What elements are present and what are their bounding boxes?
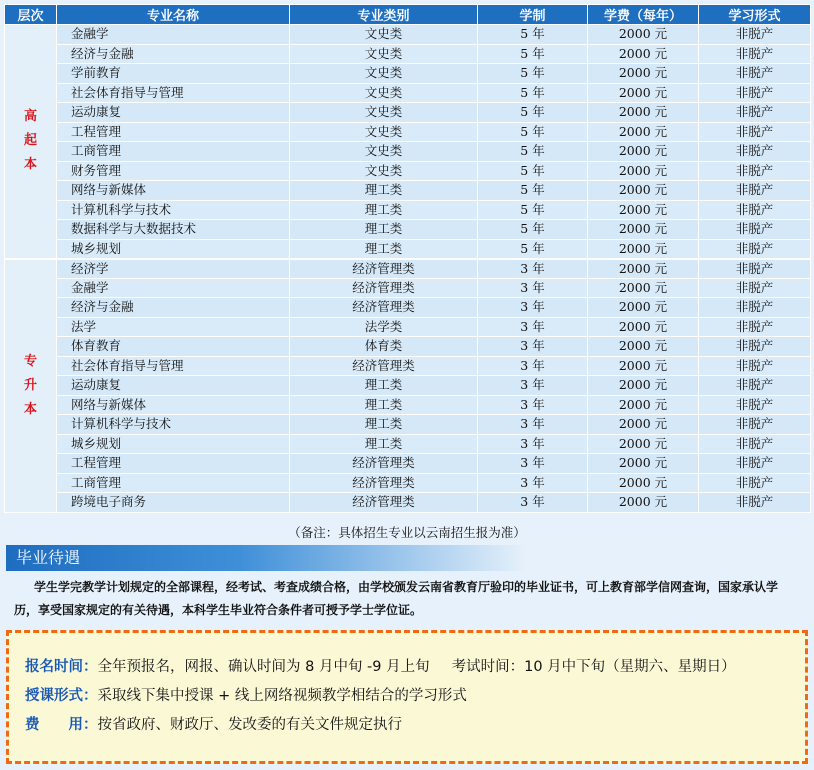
study-mode-cell: 非脱产 bbox=[699, 317, 811, 337]
fee-text: 按省政府、财政厅、发改委的有关文件规定执行 bbox=[97, 717, 402, 733]
table-note: （备注：具体招生专业以云南招生报为准） bbox=[288, 525, 526, 540]
major-category-cell: 理工类 bbox=[290, 200, 478, 220]
tuition-cell: 2000 元 bbox=[588, 220, 699, 240]
major-category-cell: 理工类 bbox=[290, 395, 478, 415]
duration-cell: 3 年 bbox=[478, 298, 588, 318]
major-name-cell: 城乡规划 bbox=[57, 434, 290, 454]
duration-cell: 5 年 bbox=[478, 239, 588, 259]
major-category-cell: 文史类 bbox=[290, 44, 478, 64]
study-mode-cell: 非脱产 bbox=[699, 395, 811, 415]
tuition-cell: 2000 元 bbox=[588, 317, 699, 337]
duration-cell: 5 年 bbox=[478, 220, 588, 240]
study-mode-cell: 非脱产 bbox=[699, 356, 811, 376]
table-row bbox=[5, 220, 811, 240]
tuition-cell: 2000 元 bbox=[588, 64, 699, 84]
duration-cell: 3 年 bbox=[478, 395, 588, 415]
exam-text: 10 月中下旬（星期六、星期日） bbox=[524, 659, 736, 675]
tuition-cell: 2000 元 bbox=[588, 434, 699, 454]
duration-cell: 3 年 bbox=[478, 317, 588, 337]
major-category-cell: 经济管理类 bbox=[290, 493, 478, 513]
duration-cell: 5 年 bbox=[478, 161, 588, 181]
teach-row bbox=[25, 682, 791, 711]
major-category-cell: 体育类 bbox=[290, 337, 478, 357]
level-label: 高 起 本 bbox=[23, 109, 37, 173]
major-category-cell: 经济管理类 bbox=[290, 259, 478, 279]
tuition-cell: 2000 元 bbox=[588, 473, 699, 493]
graduation-text-block bbox=[0, 576, 814, 622]
enroll-row bbox=[25, 653, 791, 682]
table-row bbox=[5, 434, 811, 454]
table-row bbox=[5, 259, 811, 279]
table-row bbox=[5, 395, 811, 415]
table-row bbox=[5, 25, 811, 45]
study-mode-cell: 非脱产 bbox=[699, 83, 811, 103]
duration-cell: 3 年 bbox=[478, 493, 588, 513]
study-mode-cell: 非脱产 bbox=[699, 220, 811, 240]
duration-cell: 5 年 bbox=[478, 181, 588, 201]
major-name-cell: 法学 bbox=[57, 317, 290, 337]
duration-cell: 3 年 bbox=[478, 434, 588, 454]
exam-label: 考试时间： bbox=[451, 659, 525, 675]
major-name-cell: 工程管理 bbox=[57, 122, 290, 142]
tuition-cell: 2000 元 bbox=[588, 395, 699, 415]
table-row bbox=[5, 142, 811, 162]
study-mode-cell: 非脱产 bbox=[699, 142, 811, 162]
major-name-cell: 网络与新媒体 bbox=[57, 181, 290, 201]
major-category-cell: 理工类 bbox=[290, 415, 478, 435]
col-header-study-mode: 学习形式 bbox=[699, 5, 811, 25]
tuition-cell: 2000 元 bbox=[588, 415, 699, 435]
tuition-cell: 2000 元 bbox=[588, 278, 699, 298]
study-mode-cell: 非脱产 bbox=[699, 103, 811, 123]
major-name-cell: 工商管理 bbox=[57, 142, 290, 162]
major-name-cell: 经济学 bbox=[57, 259, 290, 279]
table-row bbox=[5, 356, 811, 376]
major-category-cell: 文史类 bbox=[290, 142, 478, 162]
major-category-cell: 经济管理类 bbox=[290, 278, 478, 298]
table-row bbox=[5, 44, 811, 64]
tuition-cell: 2000 元 bbox=[588, 259, 699, 279]
duration-cell: 3 年 bbox=[478, 415, 588, 435]
major-category-cell: 理工类 bbox=[290, 376, 478, 396]
major-name-cell: 城乡规划 bbox=[57, 239, 290, 259]
tuition-cell: 2000 元 bbox=[588, 337, 699, 357]
major-category-cell: 文史类 bbox=[290, 103, 478, 123]
table-row bbox=[5, 64, 811, 84]
teach-text: 采取线下集中授课 + 线上网络视频教学相结合的学习形式 bbox=[97, 688, 467, 704]
tuition-cell: 2000 元 bbox=[588, 239, 699, 259]
teach-label: 授课形式： bbox=[25, 688, 98, 704]
major-name-cell: 经济与金融 bbox=[57, 44, 290, 64]
study-mode-cell: 非脱产 bbox=[699, 200, 811, 220]
major-category-cell: 理工类 bbox=[290, 220, 478, 240]
table-row bbox=[5, 161, 811, 181]
table-row bbox=[5, 181, 811, 201]
study-mode-cell: 非脱产 bbox=[699, 64, 811, 84]
table-row bbox=[5, 415, 811, 435]
major-name-cell: 网络与新媒体 bbox=[57, 395, 290, 415]
major-category-cell: 文史类 bbox=[290, 83, 478, 103]
table-row bbox=[5, 317, 811, 337]
level-label: 专 升 本 bbox=[23, 353, 37, 417]
tuition-cell: 2000 元 bbox=[588, 142, 699, 162]
duration-cell: 5 年 bbox=[478, 200, 588, 220]
major-category-cell: 经济管理类 bbox=[290, 454, 478, 474]
duration-cell: 3 年 bbox=[478, 259, 588, 279]
graduation-section-title: 毕业待遇 bbox=[6, 545, 526, 571]
major-name-cell: 计算机科学与技术 bbox=[57, 415, 290, 435]
enroll-text: 全年预报名，网报、确认时间为 8 月中旬 -9 月上旬 bbox=[97, 659, 430, 675]
graduation-text: 学生学完教学计划规定的全部课程，经考试、考查成绩合格，由学校颁发云南省教育厅验印的毕业证书，可上教育部学信网查询，国家承认学历，享受国家规定的有关待遇，本科学生毕业符合条件者可授予学士学位证。 bbox=[14, 580, 779, 617]
table-row bbox=[5, 337, 811, 357]
study-mode-cell: 非脱产 bbox=[699, 239, 811, 259]
major-name-cell: 数据科学与大数据技术 bbox=[57, 220, 290, 240]
table-row bbox=[5, 200, 811, 220]
table-row bbox=[5, 83, 811, 103]
major-name-cell: 工商管理 bbox=[57, 473, 290, 493]
table-row bbox=[5, 122, 811, 142]
level-cell bbox=[5, 259, 57, 513]
major-name-cell: 体育教育 bbox=[57, 337, 290, 357]
study-mode-cell: 非脱产 bbox=[699, 434, 811, 454]
major-name-cell: 经济与金融 bbox=[57, 298, 290, 318]
duration-cell: 5 年 bbox=[478, 44, 588, 64]
duration-cell: 3 年 bbox=[478, 473, 588, 493]
study-mode-cell: 非脱产 bbox=[699, 122, 811, 142]
duration-cell: 3 年 bbox=[478, 454, 588, 474]
tuition-cell: 2000 元 bbox=[588, 200, 699, 220]
major-category-cell: 经济管理类 bbox=[290, 298, 478, 318]
program-table bbox=[4, 4, 811, 513]
duration-cell: 5 年 bbox=[478, 64, 588, 84]
tuition-cell: 2000 元 bbox=[588, 356, 699, 376]
table-row bbox=[5, 239, 811, 259]
duration-cell: 3 年 bbox=[478, 337, 588, 357]
study-mode-cell: 非脱产 bbox=[699, 493, 811, 513]
major-name-cell: 计算机科学与技术 bbox=[57, 200, 290, 220]
table-row bbox=[5, 473, 811, 493]
col-header-category: 专业类别 bbox=[290, 5, 478, 25]
major-name-cell: 财务管理 bbox=[57, 161, 290, 181]
major-name-cell: 学前教育 bbox=[57, 64, 290, 84]
tuition-cell: 2000 元 bbox=[588, 181, 699, 201]
table-row bbox=[5, 298, 811, 318]
duration-cell: 5 年 bbox=[478, 83, 588, 103]
study-mode-cell: 非脱产 bbox=[699, 25, 811, 45]
study-mode-cell: 非脱产 bbox=[699, 161, 811, 181]
study-mode-cell: 非脱产 bbox=[699, 44, 811, 64]
tuition-cell: 2000 元 bbox=[588, 161, 699, 181]
study-mode-cell: 非脱产 bbox=[699, 337, 811, 357]
tuition-cell: 2000 元 bbox=[588, 103, 699, 123]
fee-row bbox=[25, 711, 791, 740]
table-header-row bbox=[5, 5, 811, 25]
major-name-cell: 社会体育指导与管理 bbox=[57, 356, 290, 376]
duration-cell: 5 年 bbox=[478, 103, 588, 123]
study-mode-cell: 非脱产 bbox=[699, 415, 811, 435]
tuition-cell: 2000 元 bbox=[588, 454, 699, 474]
major-name-cell: 金融学 bbox=[57, 25, 290, 45]
major-name-cell: 运动康复 bbox=[57, 376, 290, 396]
duration-cell: 5 年 bbox=[478, 25, 588, 45]
study-mode-cell: 非脱产 bbox=[699, 473, 811, 493]
tuition-cell: 2000 元 bbox=[588, 376, 699, 396]
major-category-cell: 文史类 bbox=[290, 122, 478, 142]
tuition-cell: 2000 元 bbox=[588, 122, 699, 142]
major-category-cell: 理工类 bbox=[290, 434, 478, 454]
major-category-cell: 理工类 bbox=[290, 181, 478, 201]
col-header-duration: 学制 bbox=[478, 5, 588, 25]
fee-label: 费 用： bbox=[25, 717, 98, 733]
tuition-cell: 2000 元 bbox=[588, 25, 699, 45]
duration-cell: 3 年 bbox=[478, 278, 588, 298]
major-category-cell: 理工类 bbox=[290, 239, 478, 259]
info-box bbox=[6, 630, 808, 764]
table-row bbox=[5, 278, 811, 298]
study-mode-cell: 非脱产 bbox=[699, 376, 811, 396]
duration-cell: 5 年 bbox=[478, 122, 588, 142]
major-category-cell: 法学类 bbox=[290, 317, 478, 337]
major-category-cell: 文史类 bbox=[290, 64, 478, 84]
major-name-cell: 社会体育指导与管理 bbox=[57, 83, 290, 103]
col-header-level: 层次 bbox=[5, 5, 57, 25]
major-category-cell: 文史类 bbox=[290, 161, 478, 181]
tuition-cell: 2000 元 bbox=[588, 298, 699, 318]
table-row bbox=[5, 454, 811, 474]
table-row bbox=[5, 493, 811, 513]
tuition-cell: 2000 元 bbox=[588, 493, 699, 513]
tuition-cell: 2000 元 bbox=[588, 83, 699, 103]
study-mode-cell: 非脱产 bbox=[699, 181, 811, 201]
study-mode-cell: 非脱产 bbox=[699, 454, 811, 474]
table-row bbox=[5, 376, 811, 396]
study-mode-cell: 非脱产 bbox=[699, 298, 811, 318]
major-name-cell: 金融学 bbox=[57, 278, 290, 298]
duration-cell: 5 年 bbox=[478, 142, 588, 162]
study-mode-cell: 非脱产 bbox=[699, 259, 811, 279]
study-mode-cell: 非脱产 bbox=[699, 278, 811, 298]
major-category-cell: 文史类 bbox=[290, 25, 478, 45]
table-row bbox=[5, 103, 811, 123]
major-category-cell: 经济管理类 bbox=[290, 473, 478, 493]
col-header-major: 专业名称 bbox=[57, 5, 290, 25]
level-cell bbox=[5, 25, 57, 259]
col-header-tuition: 学费（每年） bbox=[588, 5, 699, 25]
major-name-cell: 工程管理 bbox=[57, 454, 290, 474]
major-name-cell: 运动康复 bbox=[57, 103, 290, 123]
tuition-cell: 2000 元 bbox=[588, 44, 699, 64]
major-name-cell: 跨境电子商务 bbox=[57, 493, 290, 513]
enroll-label: 报名时间： bbox=[25, 659, 98, 675]
duration-cell: 3 年 bbox=[478, 356, 588, 376]
duration-cell: 3 年 bbox=[478, 376, 588, 396]
major-category-cell: 经济管理类 bbox=[290, 356, 478, 376]
